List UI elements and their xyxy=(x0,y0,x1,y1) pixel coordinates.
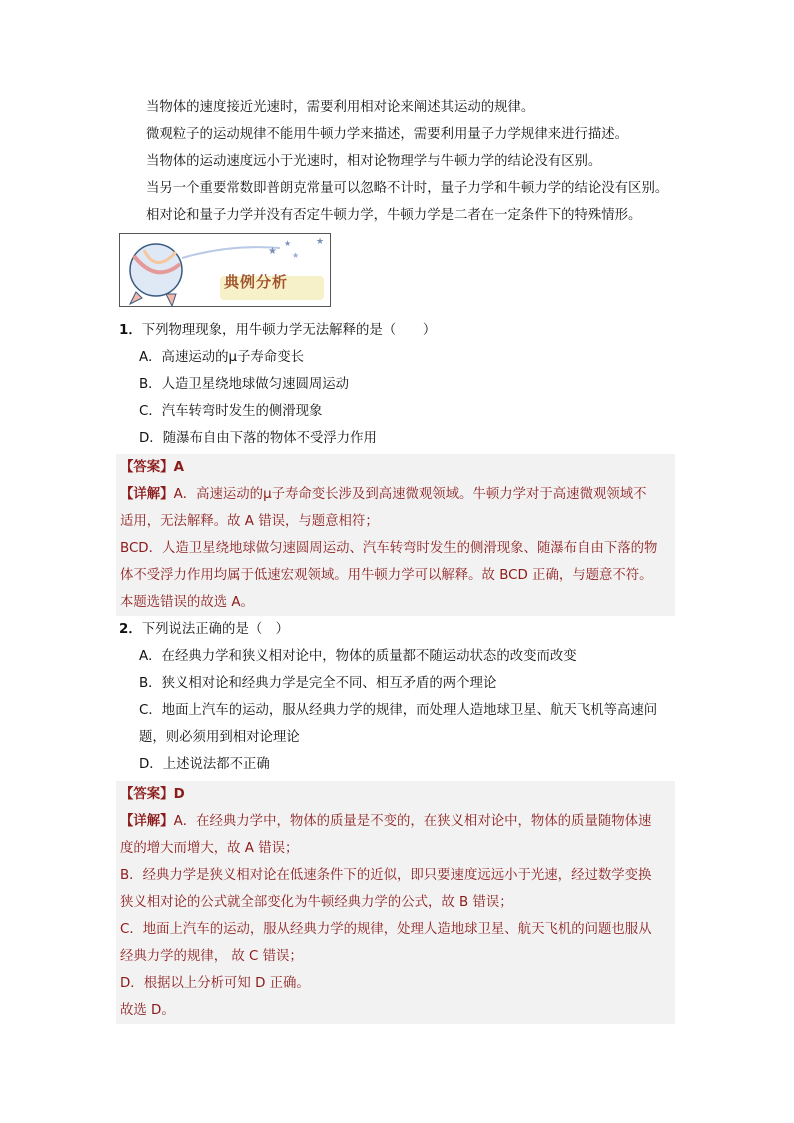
detail-line: BCD．人造卫星绕地球做匀速圆周运动、汽车转弯时发生的侧滑现象、随瀑布自由下落的物 xyxy=(120,541,658,556)
answer-block-2 xyxy=(116,781,675,1024)
answer-tag: 【答案】 xyxy=(120,787,174,802)
option-c-continued: 题，则必须用到相对论理论 xyxy=(139,730,300,745)
question-number: 1． xyxy=(119,323,142,338)
answer-value: D xyxy=(173,787,185,802)
svg-text:★: ★ xyxy=(268,246,277,257)
detail-tag: 【详解】 xyxy=(120,487,174,502)
option-a: A．高速运动的μ子寿命变长 xyxy=(139,350,304,365)
option-d: D．上述说法都不正确 xyxy=(139,757,270,772)
banner-title: 典例分析 xyxy=(224,273,289,291)
example-analysis-banner xyxy=(119,233,331,307)
detail-line: 度的增大而增大，故 A 错误； xyxy=(120,841,299,856)
option-b: B．狭义相对论和经典力学是完全不同、相互矛盾的两个理论 xyxy=(139,676,497,691)
detail-line: B．经典力学是狭义相对论在低速条件下的近似，即只要速度远远小于光速，经过数学变换 xyxy=(120,868,652,883)
detail-line: 故选 D。 xyxy=(120,1003,175,1018)
detail-line: 经典力学的规律， 故 C 错误； xyxy=(120,949,303,964)
intro-line: 当物体的速度接近光速时，需要利用相对论来阐述其运动的规律。 xyxy=(146,100,535,115)
answer-line xyxy=(116,781,675,808)
detail-line: C．地面上汽车的运动，服从经典力学的规律，处理人造地球卫星、航天飞机的问题也服从 xyxy=(120,922,652,937)
intro-line: 当另一个重要常数即普朗克常量可以忽略不计时，量子力学和牛顿力学的结论没有区别。 xyxy=(146,181,669,196)
option-c: C．汽车转弯时发生的侧滑现象 xyxy=(139,404,323,419)
option-d: D．随瀑布自由下落的物体不受浮力作用 xyxy=(139,431,377,446)
option-c: C．地面上汽车的运动，服从经典力学的规律，而处理人造地球卫星、航天飞机等高速问 xyxy=(139,703,658,718)
detail-line xyxy=(116,808,675,835)
option-a: A．在经典力学和狭义相对论中，物体的质量都不随运动状态的改变而改变 xyxy=(139,649,577,664)
answer-block-1 xyxy=(116,454,675,616)
answer-line xyxy=(116,454,675,481)
detail-line: 狭义相对论的公式就全部变化为牛顿经典力学的公式，故 B 错误； xyxy=(120,895,513,910)
intro-line: 当物体的运动速度远小于光速时，相对论物理学与牛顿力学的结论没有区别。 xyxy=(146,154,602,169)
detail-line: D．根据以上分析可知 D 正确。 xyxy=(120,976,310,991)
svg-text:★: ★ xyxy=(316,237,325,247)
question-number: 2． xyxy=(119,622,142,637)
option-b: B．人造卫星绕地球做匀速圆周运动 xyxy=(139,377,350,392)
question-stem xyxy=(119,318,679,344)
detail-line: 本题选错误的故选 A。 xyxy=(120,595,254,610)
svg-text:★: ★ xyxy=(284,239,292,248)
detail-line: 体不受浮力作用均属于低速宏观领域。用牛顿力学可以解释。故 BCD 正确，与题意不符。 xyxy=(120,568,653,583)
intro-section xyxy=(146,94,706,229)
answer-tag: 【答案】 xyxy=(120,460,174,475)
intro-line: 微观粒子的运动规律不能用牛顿力学来描述，需要利用量子力学规律来进行描述。 xyxy=(146,127,629,142)
answer-value: A xyxy=(173,460,184,475)
question-2 xyxy=(119,617,679,778)
detail-tag: 【详解】 xyxy=(120,814,174,829)
detail-line: 适用，无法解释。故 A 错误，与题意相符； xyxy=(120,514,379,529)
question-text: 下列说法正确的是（ ） xyxy=(141,622,290,637)
question-text: 下列物理现象，用牛顿力学无法解释的是（ ） xyxy=(141,323,437,338)
question-1 xyxy=(119,318,679,452)
detail-line xyxy=(116,481,675,508)
detail-text: A．在经典力学中，物体的质量是不变的，在狭义相对论中，物体的质量随物体速 xyxy=(173,814,652,829)
intro-line: 相对论和量子力学并没有否定牛顿力学，牛顿力学是二者在一定条件下的特殊情形。 xyxy=(146,208,642,223)
question-stem xyxy=(119,617,679,643)
detail-text: A．高速运动的μ子寿命变长涉及到高速微观领域。牛顿力学对于高速微观领域不 xyxy=(173,487,647,502)
svg-text:★: ★ xyxy=(292,251,300,260)
